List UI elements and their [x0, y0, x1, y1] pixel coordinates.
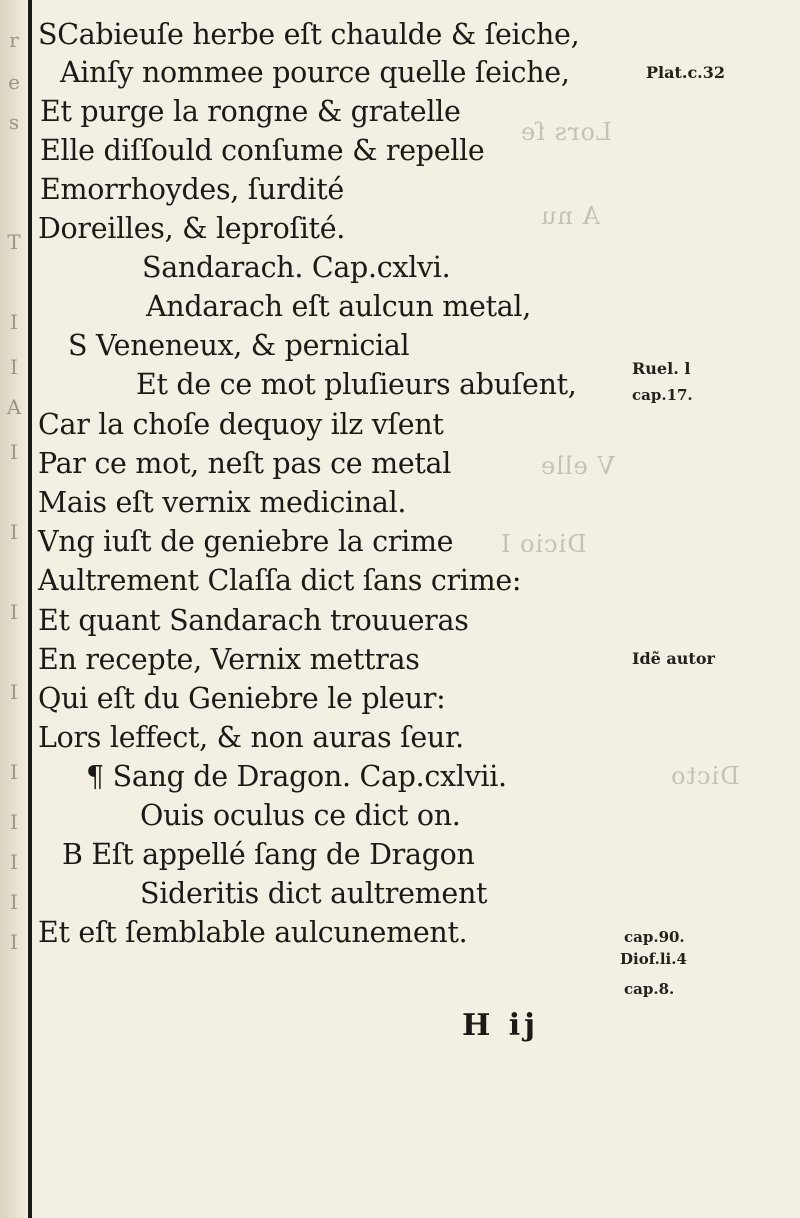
text-line: Par ce mot, neſt pas ce metal: [38, 447, 452, 480]
text-line: Car la choſe dequoy ilz vſent: [38, 408, 444, 441]
text-line: Sideritis dict aultrement: [140, 877, 488, 910]
bleed-glyph: I: [10, 810, 18, 834]
bleed-glyph: I: [10, 760, 18, 784]
bleed-glyph: s: [8, 110, 20, 134]
chapter-heading: ¶ Sang de Dragon. Cap.cxlvii.: [86, 760, 507, 793]
show-through-text: A nu: [540, 202, 600, 230]
left-bleed-through: [2, 0, 26, 1218]
text-line: Et eſt ſemblable aulcunement.: [38, 916, 468, 949]
show-through-text: V elle: [540, 452, 615, 480]
bleed-glyph: I: [10, 520, 18, 544]
text-line: Et quant Sandarach trouueras: [38, 604, 469, 637]
text-line: Vng iuſt de geniebre la crime: [38, 525, 454, 558]
text-line: B Eſt appellé ſang de Dragon: [62, 838, 475, 871]
text-line: SCabieuſe herbe eſt chaulde & ſeiche,: [38, 18, 580, 51]
text-line: S Veneneux, & pernicial: [68, 329, 410, 362]
bleed-glyph: e: [8, 70, 20, 94]
show-through-text: Dicto: [670, 762, 740, 790]
text-line: Lors leffect, & non auras ſeur.: [38, 721, 464, 754]
text-line: Andarach eſt aulcun metal,: [146, 290, 531, 323]
bleed-glyph: I: [10, 310, 18, 334]
text-line: Emorrhoydes, ſurdité: [40, 173, 344, 206]
bleed-glyph: I: [10, 355, 18, 379]
text-line: Doreilles, & leproſité.: [38, 212, 346, 245]
text-line: Qui eſt du Geniebre le pleur:: [38, 682, 446, 715]
text-line: Et purge la rongne & gratelle: [40, 95, 461, 128]
bleed-glyph: I: [10, 680, 18, 704]
margin-note: Idẽ autor: [632, 649, 715, 668]
signature-mark: H ij: [462, 1008, 540, 1043]
margin-note: Diof.li.4: [620, 950, 687, 968]
bleed-glyph: I: [10, 930, 18, 954]
text-line: Aultrement Claſſa dict ſans crime:: [38, 564, 522, 597]
binding-fold: [28, 0, 32, 1218]
show-through-text: Dicio I: [500, 530, 587, 558]
bleed-glyph: I: [10, 850, 18, 874]
bleed-glyph: I: [10, 440, 18, 464]
text-line: Ainſy nommee pource quelle ſeiche,: [60, 56, 570, 89]
text-line: Mais eſt vernix medicinal.: [38, 486, 407, 519]
margin-note: cap.17.: [632, 386, 693, 404]
margin-note: cap.90.: [624, 928, 685, 946]
bleed-glyph: A: [6, 395, 22, 419]
bleed-glyph: r: [9, 28, 19, 52]
margin-note: Ruel. l: [632, 359, 691, 378]
bleed-glyph: T: [7, 230, 21, 254]
text-line: Elle diſſould conſume & repelle: [40, 134, 485, 167]
margin-note: Plat.c.32: [646, 63, 726, 82]
show-through-text: Lors ſe: [520, 118, 612, 146]
margin-note: cap.8.: [624, 980, 675, 998]
text-line: Ouis oculus ce dict on.: [140, 799, 461, 832]
chapter-heading: Sandarach. Cap.cxlvi.: [142, 251, 451, 284]
bleed-glyph: I: [10, 890, 18, 914]
text-line: Et de ce mot pluſieurs abuſent,: [136, 368, 577, 401]
text-line: En recepte, Vernix mettras: [38, 643, 420, 676]
bleed-glyph: I: [10, 600, 18, 624]
